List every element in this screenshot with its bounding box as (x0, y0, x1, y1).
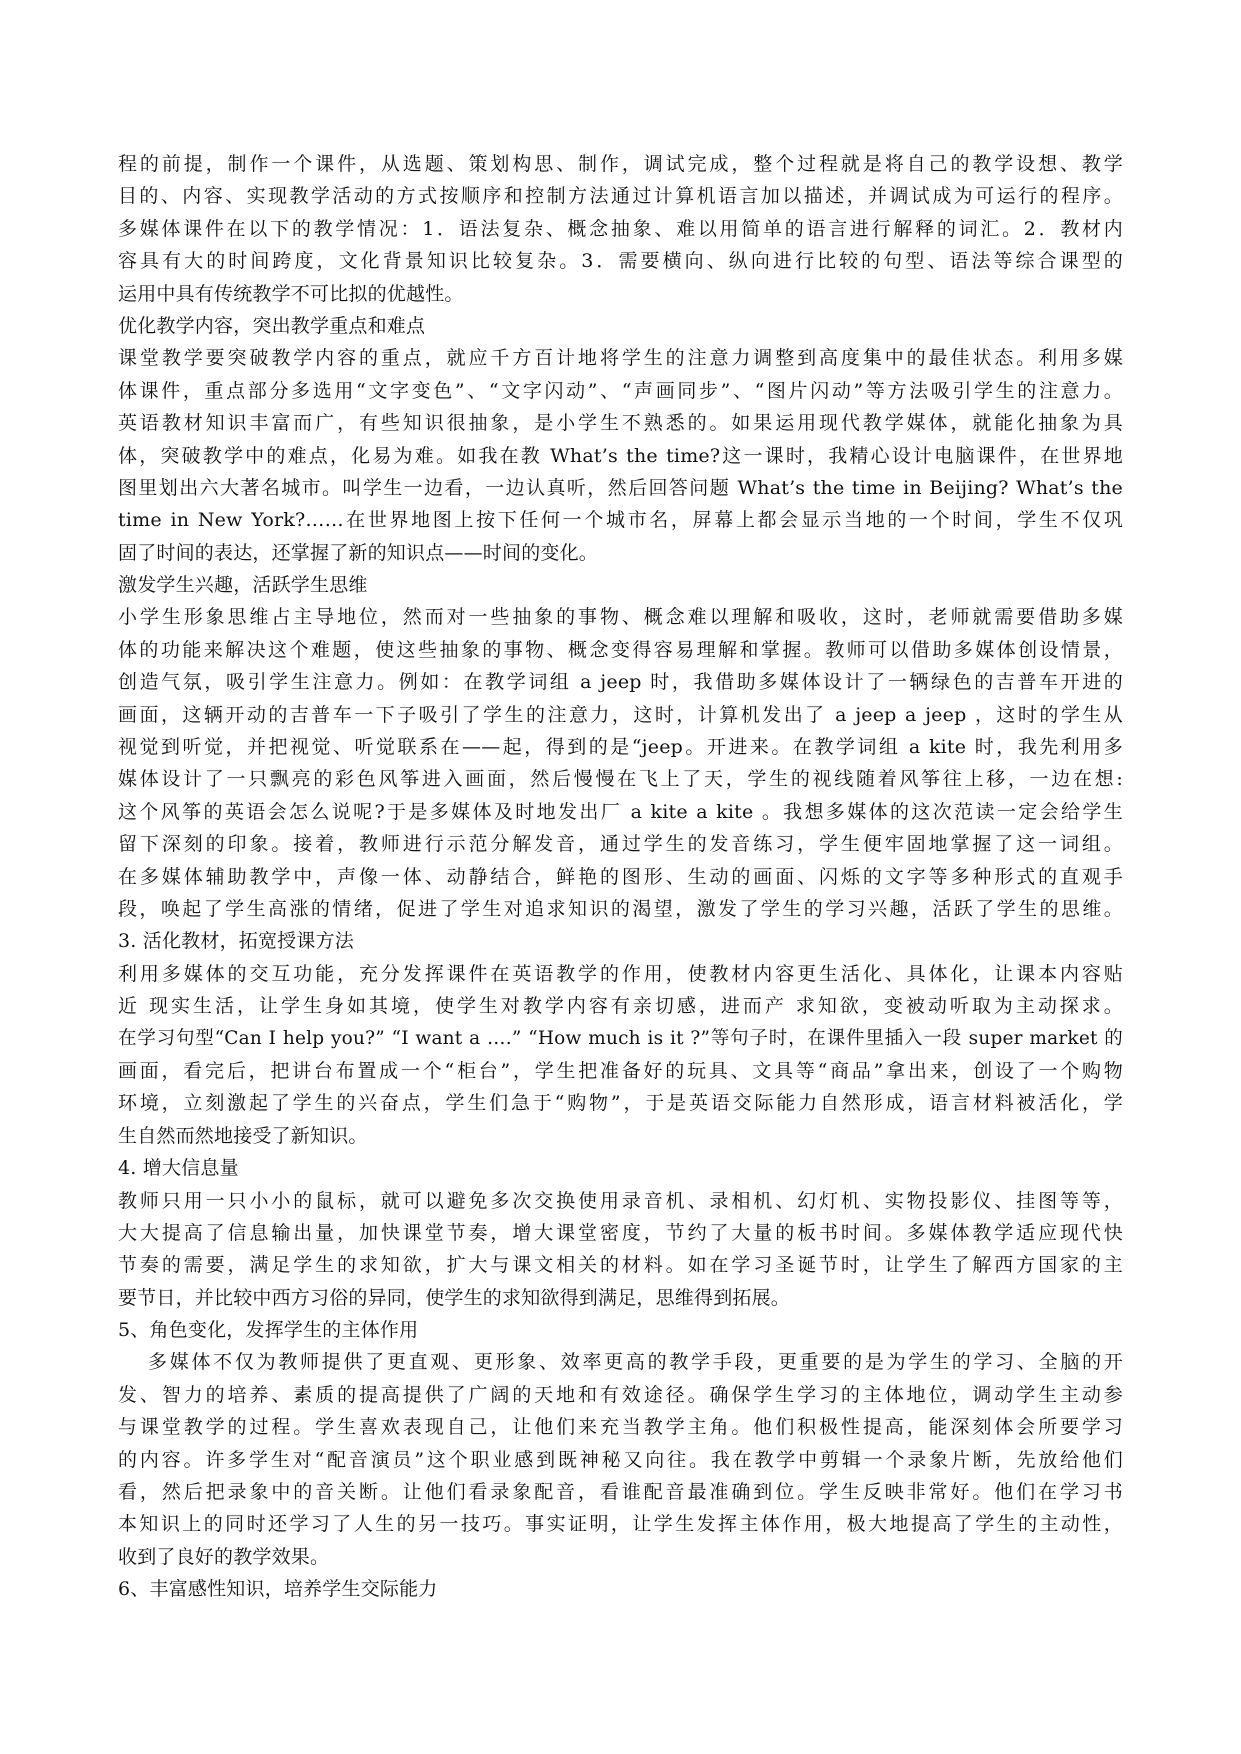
text-line: 要节日，并比较中西方习俗的异同，使学生的求知欲得到满足，思维得到拓展。 (118, 1286, 791, 1309)
text-line: 段，唤起了学生高涨的情绪，促进了学生对追求知识的渴望，激发了学生的学习兴趣，活跃了学生的思维。 (118, 897, 1123, 920)
text-line: 在多媒体辅助教学中，声像一体、动静结合，鲜艳的图形、生动的画面、闪烁的文字等多种形式的直观手 (118, 865, 1123, 888)
text-line: 固了时间的表达，还掌握了新的知识点——时间的变化。 (118, 541, 599, 564)
text-line: 生自然而然地接受了新知识。 (118, 1124, 368, 1147)
text-line: 看，然后把录象中的音关断。让他们看录象配音，看谁配音最准确到位。学生反映非常好。他们在学习书 (118, 1481, 1123, 1504)
text-line: 体课件，重点部分多选用“文字变色”、“文字闪动”、“声画同步”、“图片闪动”等方法吸引学生的注意力。 (118, 379, 1123, 402)
text-line: 收到了良好的教学效果。 (118, 1545, 330, 1568)
text-line: 英语教材知识丰富而广，有些知识很抽象，是小学生不熟悉的。如果运用现代教学媒体，就能化抽象为具 (118, 412, 1123, 435)
text-line: 节奏的需要，满足学生的求知欲，扩大与课文相关的材料。如在学习圣诞节时，让学生了解西方国家的主 (118, 1254, 1123, 1277)
text-line: 在学习句型“Can I help you?” “I want a ….” “How much is it ?”等句子时，在课件里插入一段 super market 的 (118, 1027, 1123, 1049)
text-line: 画面，看完后，把讲台布置成一个“柜台”，学生把准备好的玩具、文具等“商品”拿出来，创设了一个购物 (118, 1059, 1123, 1082)
text-line: 多媒体不仅为教师提供了更直观、更形象、效率更高的教学手段，更重要的是为学生的学习、全脑的开 (148, 1351, 1123, 1374)
text-line: 4. 增大信息量 (118, 1157, 239, 1180)
text-line: 图里划出六大著名城市。叫学生一边看，一边认真听，然后回答问题 What’s the time in Beijing? What’s the (118, 476, 1123, 499)
text-line: 视觉到听觉，并把视觉、听觉联系在——起，得到的是“jeep。开进来。在教学词组 a kite 时，我先利用多 (118, 736, 1123, 759)
text-line: 环境，立刻激起了学生的兴奋点，学生们急于“购物”，于是英语交际能力自然形成，语言材料被活化，学 (118, 1092, 1123, 1115)
text-line: 运用中具有传统教学不可比拟的优越性。 (118, 282, 464, 305)
text-line: 发、智力的培养、素质的提高提供了广阔的天地和有效途径。确保学生学习的主体地位，调动学生主动参 (118, 1383, 1123, 1406)
text-line: 3. 活化教材，拓宽授课方法 (118, 930, 354, 953)
text-line: 媒体设计了一只飘亮的彩色风筝进入画面，然后慢慢在飞上了天，学生的视线随着风筝往上移，一边在想: (118, 768, 1123, 791)
text-line: 画面，这辆开动的吉普车一下子吸引了学生的注意力，这时，计算机发出了 a jeep a jeep ，这时的学生从 (118, 703, 1123, 726)
text-line: 目的、内容、实现教学活动的方式按顺序和控制方法通过计算机语言加以描述，并调试成为可运行的程序。 (118, 185, 1123, 208)
text-line: 利用多媒体的交互功能，充分发挥课件在英语教学的作用，使教材内容更生活化、具体化，让课本内容贴 (118, 962, 1123, 985)
text-line: 与课堂教学的过程。学生喜欢表现自己，让他们来充当教学主角。他们积极性提高，能深刻体会所要学习 (118, 1416, 1123, 1439)
text-line: 这个风筝的英语会怎么说呢?于是多媒体及时地发出厂 a kite a kite 。我想多媒体的这次范读一定会给学生 (118, 800, 1123, 823)
text-line: 留下深刻的印象。接着，教师进行示范分解发音，通过学生的发音练习，学生便牢固地掌握了这一词组。 (118, 833, 1123, 856)
text-line: 激发学生兴趣，活跃学生思维 (118, 574, 368, 597)
text-line: 优化教学内容，突出教学重点和难点 (118, 314, 426, 337)
text-line: 容具有大的时间跨度，文化背景知识比较复杂。3．需要横向、纵向进行比较的句型、语法等综合课型的 (118, 250, 1123, 273)
text-line: 大大提高了信息输出量，加快课堂节奏，增大课堂密度，节约了大量的板书时间。多媒体教学适应现代快 (118, 1221, 1123, 1244)
text-line: 教师只用一只小小的鼠标，就可以避免多次交换使用录音机、录相机、幻灯机、实物投影仪、挂图等等， (118, 1189, 1123, 1212)
text-line: 的内容。许多学生对“配音演员”这个职业感到既神秘又向往。我在教学中剪辑一个录象片断，先放给他们 (118, 1448, 1123, 1471)
text-line: 程的前提，制作一个课件，从选题、策划构思、制作，调试完成，整个过程就是将自己的教学设想、教学 (118, 153, 1123, 175)
text-line: 多媒体课件在以下的教学情况：1．语法复杂、概念抽象、难以用简单的语言进行解释的词汇。2．教材内 (118, 217, 1123, 240)
text-line: 近 现实生活，让学生身如其境，使学生对教学内容有亲切感，进而产 求知欲，变被动听取为主动探求。 (118, 995, 1123, 1018)
text-line: 体的功能来解决这个难题，使这些抽象的事物、概念变得容易理解和掌握。教师可以借助多媒体创设情景， (118, 638, 1123, 661)
text-line: 本知识上的同时还学习了人生的另一技巧。事实证明，让学生发挥主体作用，极大地提高了学生的主动性， (118, 1513, 1123, 1536)
text-line: 6、丰富感性知识，培养学生交际能力 (118, 1578, 438, 1601)
text-line: 小学生形象思维占主导地位，然而对一些抽象的事物、概念难以理解和吸收，这时，老师就需要借助多媒 (118, 606, 1123, 629)
text-line: 体，突破教学中的难点，化易为难。如我在教 What’s the time?这一课时，我精心设计电脑课件，在世界地 (118, 444, 1123, 467)
text-line: 课堂教学要突破教学内容的重点，就应千方百计地将学生的注意力调整到高度集中的最佳状态。利用多媒 (118, 347, 1123, 370)
text-line: 创造气氛，吸引学生注意力。例如：在教学词组 a jeep 时，我借助多媒体设计了一辆绿色的吉普车开进的 (118, 671, 1123, 694)
body-text (118, 148, 1123, 1606)
text-line: 5、角色变化，发挥学生的主体作用 (118, 1319, 419, 1342)
text-line: time in New York?……在世界地图上按下任何一个城市名，屏幕上都会显示当地的一个时间，学生不仅巩 (118, 509, 1123, 532)
